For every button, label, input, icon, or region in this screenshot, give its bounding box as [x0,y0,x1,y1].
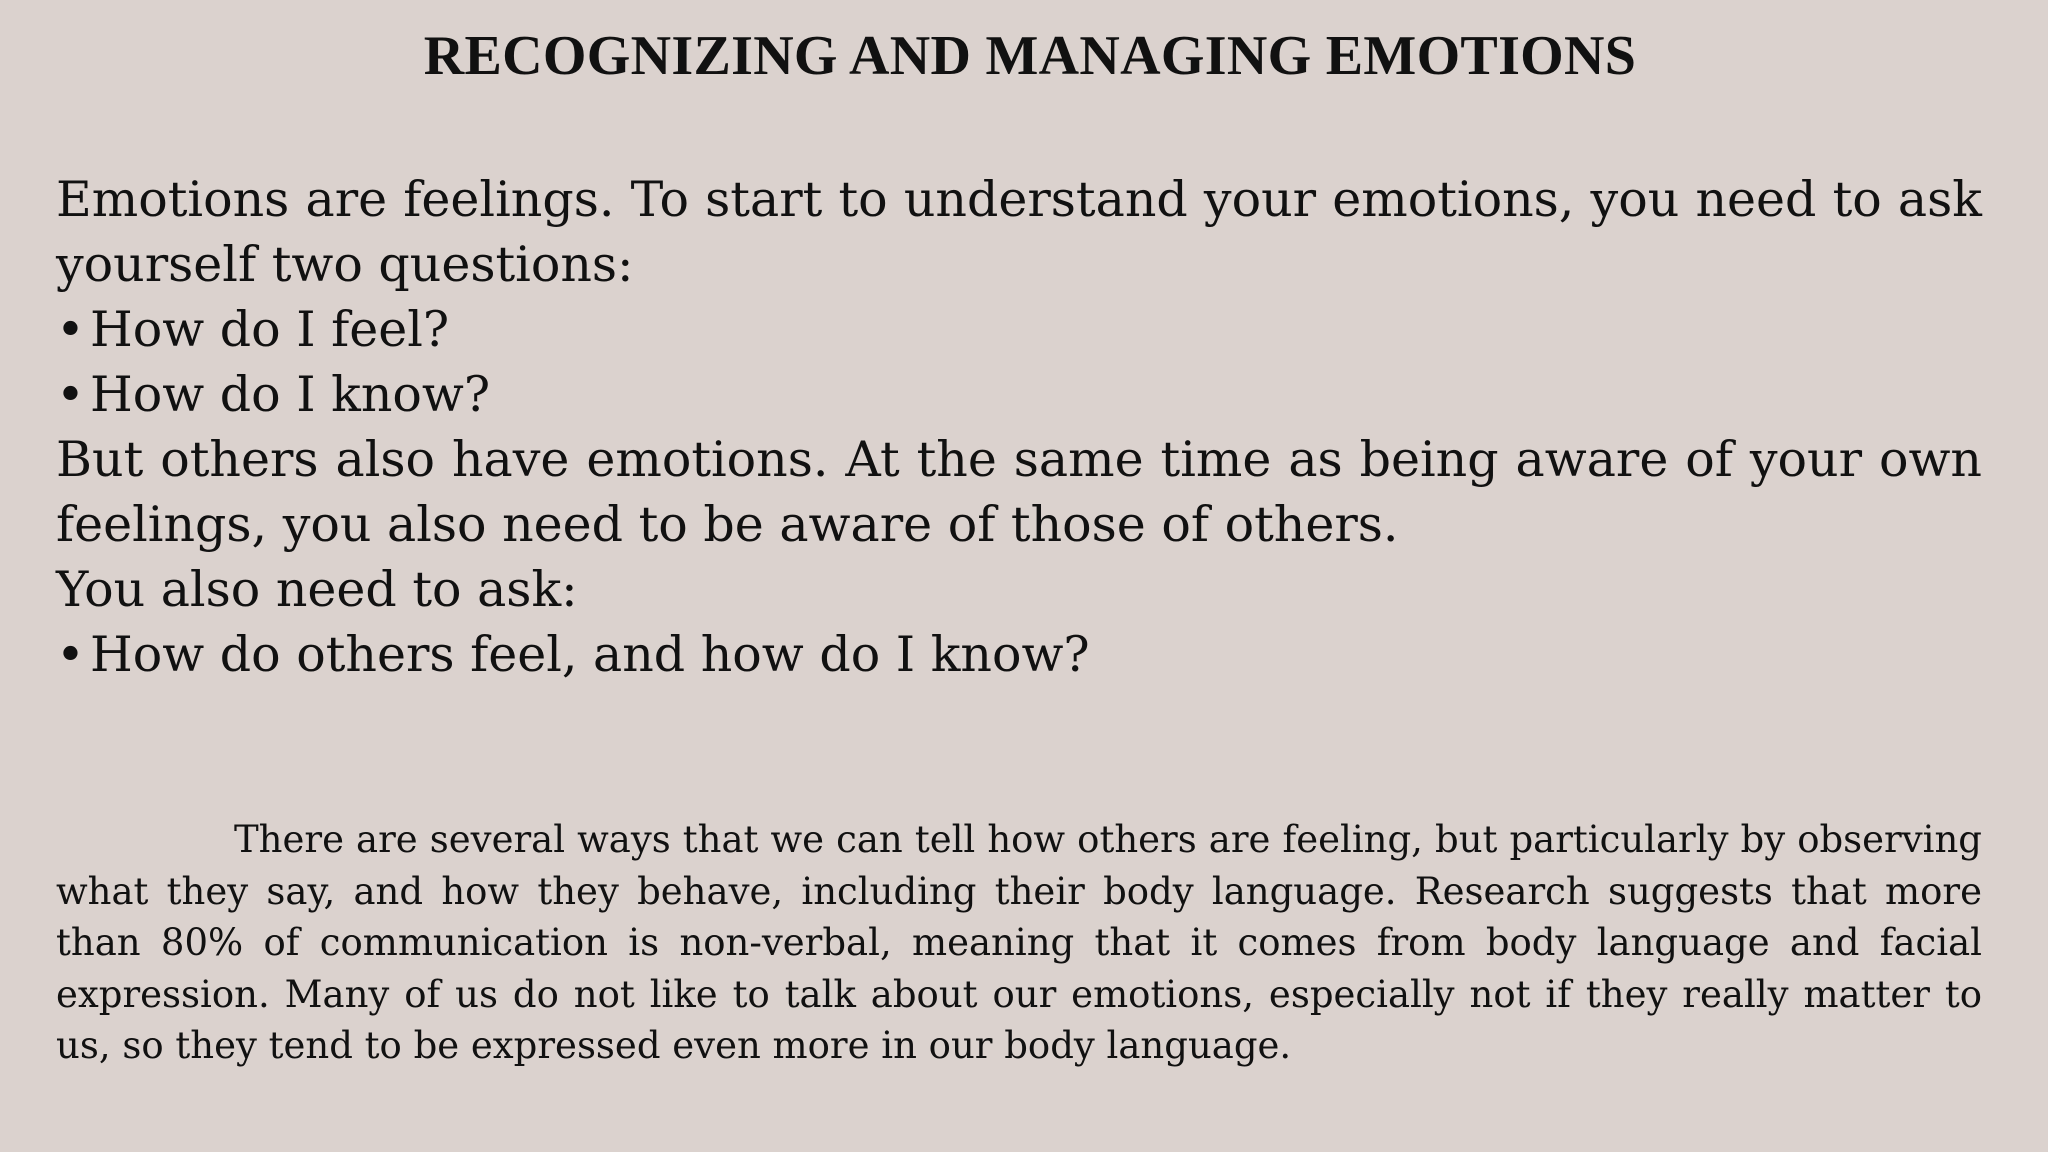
slide-title: RECOGNIZING AND MANAGING EMOTIONS [423,25,1637,87]
bullet-dot: • [56,366,85,423]
bullet-dot: • [56,301,85,358]
bullet-dot: • [56,626,85,683]
intro-paragraph: Emotions are feelings. To start to understand your emotions, you need to ask yourself two questions: [56,171,1982,293]
main-content [56,167,1982,687]
bullet-item [56,297,1982,362]
body-paragraph: There are several ways that we can tell how others are feeling, but particularly by observing what they say, and how they behave, including their body language. Research suggests that more than 80% of communication is non-verbal, meaning that it comes from body language and facial expression. Many of us do not like to talk about our emotions, especially not if they really matter to us, so they tend to be expressed even more in our body language. [56,818,1982,1067]
bullet-text: How do I know? [90,366,491,423]
bullet-item [56,622,1982,687]
bullet-text: How do others feel, and how do I know? [90,626,1090,683]
bullet-item [56,362,1982,427]
also-ask-line: You also need to ask: [56,561,578,618]
bullet-text: How do I feel? [90,301,450,358]
others-paragraph: But others also have emotions. At the same time as being aware of your own feelings, you also need to be aware of those of others. [56,431,1982,553]
